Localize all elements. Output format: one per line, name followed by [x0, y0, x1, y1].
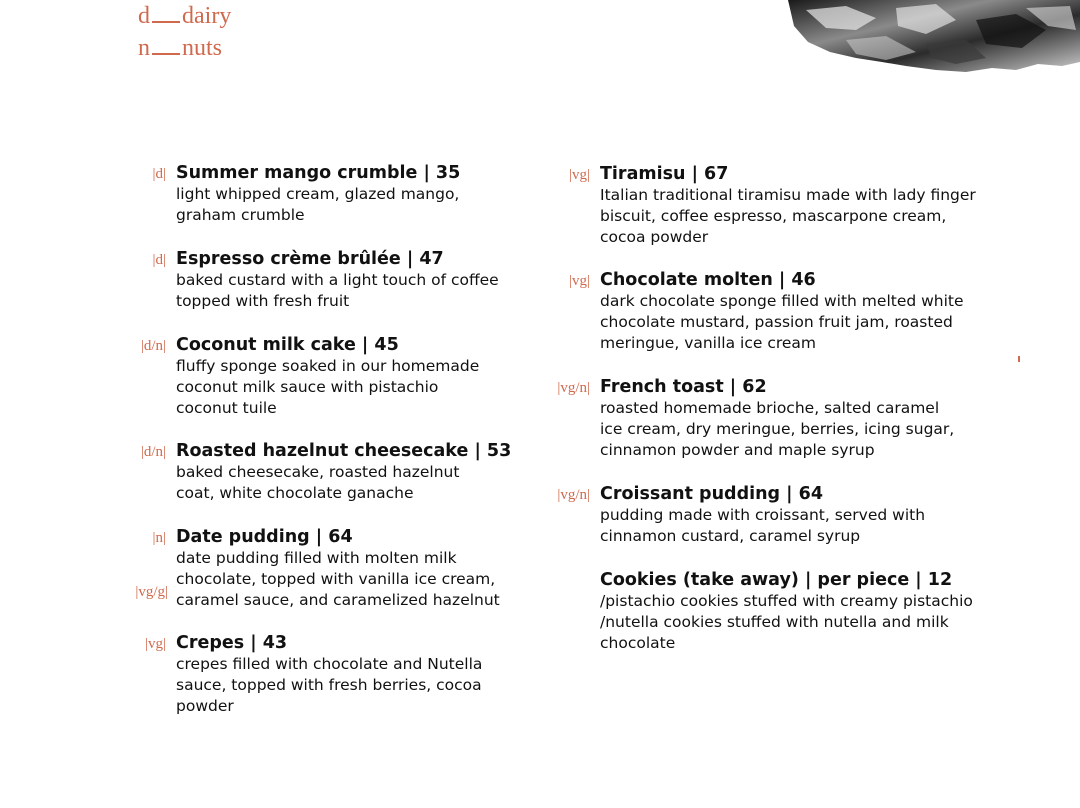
- item-description: baked custard with a light touch of coffee: [176, 271, 499, 289]
- item-description: cinnamon powder and maple syrup: [600, 441, 875, 459]
- legend-letter: d: [138, 3, 150, 29]
- item-description: sauce, topped with fresh berries, cocoa: [176, 676, 482, 694]
- item-description: Italian traditional tiramisu made with lady finger: [600, 186, 976, 204]
- item-description: /nutella cookies stuffed with nutella and milk: [600, 613, 949, 631]
- item-description: graham crumble: [176, 206, 305, 224]
- item-title: Date pudding | 64: [176, 527, 353, 547]
- allergen-tag: |vg/g|: [135, 584, 168, 600]
- allergen-tag: |vg/n|: [557, 487, 590, 503]
- menu-item: [152, 526, 500, 611]
- menu-item: [144, 632, 483, 717]
- item-description: coconut milk sauce with pistachio: [176, 378, 439, 396]
- item-description: cocoa powder: [600, 228, 709, 246]
- item-description: chocolate mustard, passion fruit jam, roasted: [600, 313, 953, 331]
- allergen-tag: |vg|: [568, 273, 590, 289]
- allergen-legend: [138, 0, 231, 64]
- legend-divider: [152, 21, 180, 23]
- legend-word: nuts: [182, 35, 223, 61]
- item-description: dark chocolate sponge filled with melted white: [600, 292, 964, 310]
- item-description: date pudding filled with molten milk: [176, 549, 457, 567]
- item-description: light whipped cream, glazed mango,: [176, 185, 460, 203]
- item-description: chocolate, topped with vanilla ice cream,: [176, 570, 496, 588]
- allergen-tag: |d/n|: [140, 338, 166, 354]
- legend-row-dairy: [138, 0, 231, 32]
- menu-item: [152, 248, 499, 312]
- item-title: Tiramisu | 67: [600, 164, 729, 184]
- menu-item: [152, 162, 461, 226]
- item-description: pudding made with croissant, served with: [600, 506, 926, 524]
- item-description: coconut tuile: [176, 399, 277, 417]
- item-description: fluffy sponge soaked in our homemade: [176, 357, 480, 375]
- item-title: Croissant pudding | 64: [600, 484, 824, 504]
- legend-letter: n: [138, 35, 150, 61]
- item-description: /pistachio cookies stuffed with creamy pistachio: [600, 592, 973, 610]
- menu-item: [557, 483, 926, 547]
- legend-word: dairy: [182, 3, 232, 29]
- item-title: Chocolate molten | 46: [600, 270, 816, 290]
- item-title: Coconut milk cake | 45: [176, 335, 399, 355]
- item-title: Cookies (take away) | per piece | 12: [600, 570, 953, 590]
- item-description: topped with fresh fruit: [176, 292, 350, 310]
- allergen-tag: |d|: [152, 252, 166, 268]
- legend-divider: [152, 53, 180, 55]
- allergen-tag: |d|: [152, 166, 166, 182]
- item-description: powder: [176, 697, 234, 715]
- allergen-tag: |vg|: [568, 167, 590, 183]
- menu-item: [600, 569, 973, 654]
- item-description: chocolate: [600, 634, 676, 652]
- menu-item: [140, 334, 480, 419]
- legend-row-nuts: [138, 32, 231, 64]
- item-description: biscuit, coffee espresso, mascarpone cream,: [600, 207, 947, 225]
- allergen-tag: |vg|: [144, 636, 166, 652]
- item-description: cinnamon custard, caramel syrup: [600, 527, 861, 545]
- allergen-tag: |vg/n|: [557, 380, 590, 396]
- rock-image: [786, 0, 1080, 80]
- item-title: Roasted hazelnut cheesecake | 53: [176, 441, 512, 461]
- item-description: caramel sauce, and caramelized hazelnut: [176, 591, 500, 609]
- item-description: ice cream, dry meringue, berries, icing sugar,: [600, 420, 955, 438]
- item-description: coat, white chocolate ganache: [176, 484, 414, 502]
- item-description: meringue, vanilla ice cream: [600, 334, 817, 352]
- accent-tick: [1018, 356, 1020, 362]
- item-title: Summer mango crumble | 35: [176, 163, 461, 183]
- item-description: baked cheesecake, roasted hazelnut: [176, 463, 460, 481]
- menu-item: [557, 376, 955, 461]
- menu-item: [140, 440, 512, 504]
- item-description: roasted homemade brioche, salted caramel: [600, 399, 940, 417]
- allergen-tag: |d/n|: [140, 444, 166, 460]
- menu-item: [568, 269, 964, 354]
- item-title: Crepes | 43: [176, 633, 288, 653]
- menu-item: [568, 163, 976, 248]
- item-title: Espresso crème brûlée | 47: [176, 249, 444, 269]
- allergen-tag: |n|: [152, 530, 166, 546]
- item-title: French toast | 62: [600, 377, 767, 397]
- item-description: crepes filled with chocolate and Nutella: [176, 655, 483, 673]
